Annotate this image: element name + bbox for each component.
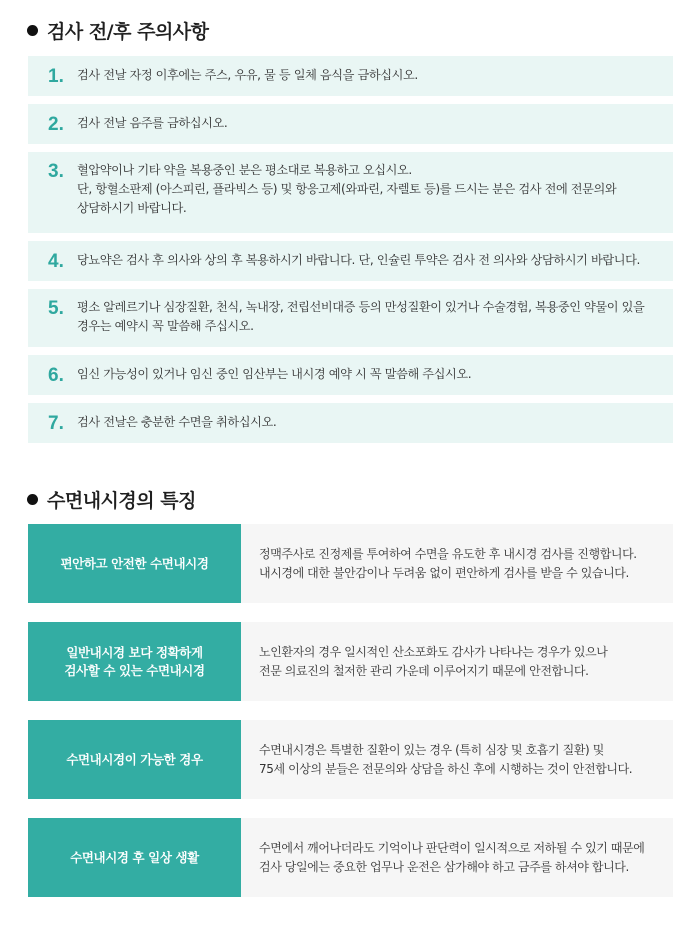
feature-label-line: 검사할 수 있는 수면내시경 xyxy=(64,662,205,678)
feature-description-line: 노인환자의 경우 일시적인 산소포화도 감사가 나타나는 경우가 있으나 xyxy=(259,644,608,659)
feature-description-line: 75세 이상의 분들은 전문의와 상담을 하신 후에 시행하는 것이 안전합니다. xyxy=(259,761,633,776)
item-text xyxy=(77,161,616,218)
feature-description-line: 수면내시경은 특별한 질환이 있는 경우 (특히 심장 및 호흡기 질환) 및 xyxy=(259,742,604,757)
feature-row xyxy=(28,720,673,799)
item-text-line: 단, 항혈소판제 (아스피린, 플라빅스 등) 및 항응고제(와파린, 자렐토 등)를 드시는 분은 검사 전에 전문의와 xyxy=(77,182,617,196)
item-text-line: 평소 알레르기나 심장질환, 천식, 녹내장, 전립선비대증 등의 만성질환이 있거나 수술경험, 복용중인 약물이 있을 xyxy=(77,300,645,314)
item-number: 2. xyxy=(48,114,64,135)
item-text-line: 경우는 예약시 꼭 말씀해 주십시오. xyxy=(77,319,254,333)
feature-label-line: 수면내시경이 가능한 경우 xyxy=(66,751,203,767)
bullet-dot-icon xyxy=(27,494,38,505)
precaution-item xyxy=(28,289,673,347)
item-number: 6. xyxy=(48,365,64,386)
features-section-title xyxy=(27,486,196,513)
precaution-item xyxy=(28,403,673,443)
bullet-dot-icon xyxy=(27,25,38,36)
features-list xyxy=(28,524,673,916)
feature-description-line: 검사 당일에는 중요한 업무나 운전은 삼가해야 하고 금주를 하셔야 합니다. xyxy=(259,859,629,874)
feature-label-line: 수면내시경 후 일상 생활 xyxy=(70,849,199,865)
feature-description-line: 정맥주사로 진정제를 투여하여 수면을 유도한 후 내시경 검사를 진행합니다. xyxy=(259,546,637,561)
feature-description-line: 내시경에 대한 불안감이나 두려움 없이 편안하게 검사를 받을 수 있습니다. xyxy=(259,565,629,580)
item-text xyxy=(77,365,471,384)
item-text-line: 검사 전날 음주를 금하십시오. xyxy=(77,116,228,130)
precaution-item xyxy=(28,152,673,233)
feature-label-line: 편안하고 안전한 수면내시경 xyxy=(60,555,209,571)
item-number: 3. xyxy=(48,161,64,182)
precaution-item xyxy=(28,355,673,395)
feature-description xyxy=(241,622,673,701)
feature-description xyxy=(241,524,673,603)
item-number: 4. xyxy=(48,251,64,272)
precaution-item xyxy=(28,56,673,96)
precaution-item xyxy=(28,241,673,281)
item-text-line: 검사 전날 자정 이후에는 주스, 우유, 물 등 일체 음식을 금하십시오. xyxy=(77,68,418,82)
feature-label xyxy=(28,524,241,603)
item-text xyxy=(77,413,276,432)
feature-description-line: 수면에서 깨어나더라도 기억이나 판단력이 일시적으로 저하될 수 있기 때문에 xyxy=(259,840,645,855)
precautions-list xyxy=(28,56,673,451)
precautions-section-title xyxy=(27,17,209,44)
precautions-title-text: 검사 전/후 주의사항 xyxy=(47,21,209,43)
feature-label xyxy=(28,818,241,897)
feature-row xyxy=(28,622,673,701)
item-text-line: 임신 가능성이 있거나 임신 중인 임산부는 내시경 예약 시 꼭 말씀해 주십시오. xyxy=(77,367,472,381)
feature-label-line: 일반내시경 보다 정확하게 xyxy=(66,644,203,660)
item-text xyxy=(77,251,640,270)
feature-row xyxy=(28,524,673,603)
feature-row xyxy=(28,818,673,897)
item-text-line: 상담하시기 바랍니다. xyxy=(77,201,187,215)
feature-description xyxy=(241,818,673,897)
item-text-line: 혈압약이나 기타 약을 복용중인 분은 평소대로 복용하고 오십시오. xyxy=(77,163,412,177)
item-number: 1. xyxy=(48,66,64,87)
features-title-text: 수면내시경의 특징 xyxy=(47,490,196,512)
item-text xyxy=(77,298,644,336)
feature-label xyxy=(28,720,241,799)
feature-description-line: 전문 의료진의 철저한 관리 가운데 이루어지기 때문에 안전합니다. xyxy=(259,663,589,678)
feature-label xyxy=(28,622,241,701)
item-text-line: 검사 전날은 충분한 수면을 취하십시오. xyxy=(77,415,277,429)
precaution-item xyxy=(28,104,673,144)
item-text xyxy=(77,66,418,85)
item-number: 5. xyxy=(48,298,64,319)
feature-description xyxy=(241,720,673,799)
item-text xyxy=(77,114,227,133)
item-text-line: 당뇨약은 검사 후 의사와 상의 후 복용하시기 바랍니다. 단, 인슐린 투약은 검사 전 의사와 상담하시기 바랍니다. xyxy=(77,253,640,267)
item-number: 7. xyxy=(48,413,64,434)
